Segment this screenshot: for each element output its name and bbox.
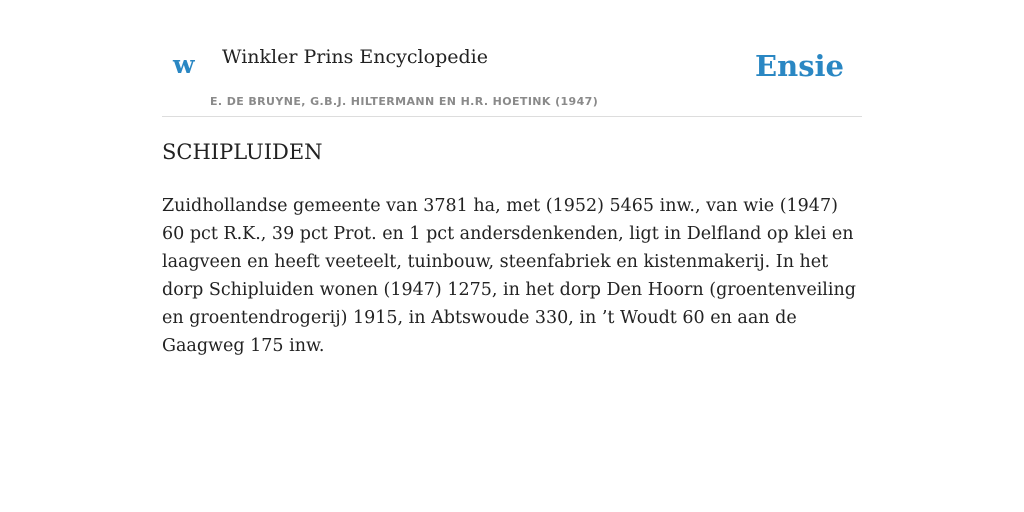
publication-title[interactable]: Winkler Prins Encyclopedie — [222, 46, 488, 68]
page — [162, 0, 862, 356]
publication-header — [162, 0, 862, 117]
publication-authors: E. DE BRUYNE, G.B.J. HILTERMANN EN H.R. HOETINK (1947) — [210, 95, 599, 108]
ensie-brand-logo[interactable]: Ensie — [755, 49, 844, 83]
publication-logo[interactable]: w — [173, 50, 195, 79]
article-body: Zuidhollandse gemeente van 3781 ha, met (1952) 5465 inw., van wie (1947) 60 pct R.K., 39 pct Prot. en 1 pct andersdenkenden, ligt in Delfland op klei en laagveen en heeft veeteelt, tuinbouw, steenfabriek en kistenmakerij. In het dorp Schipluiden wonen (1947) 1275, in het dorp Den Hoorn (groentenveiling en groentendrogerij) 1915, in Abtswoude 330, in ’t Woudt 60 en aan de Gaagweg 175 inw. — [162, 196, 856, 356]
article-headword: SCHIPLUIDEN — [162, 140, 323, 164]
